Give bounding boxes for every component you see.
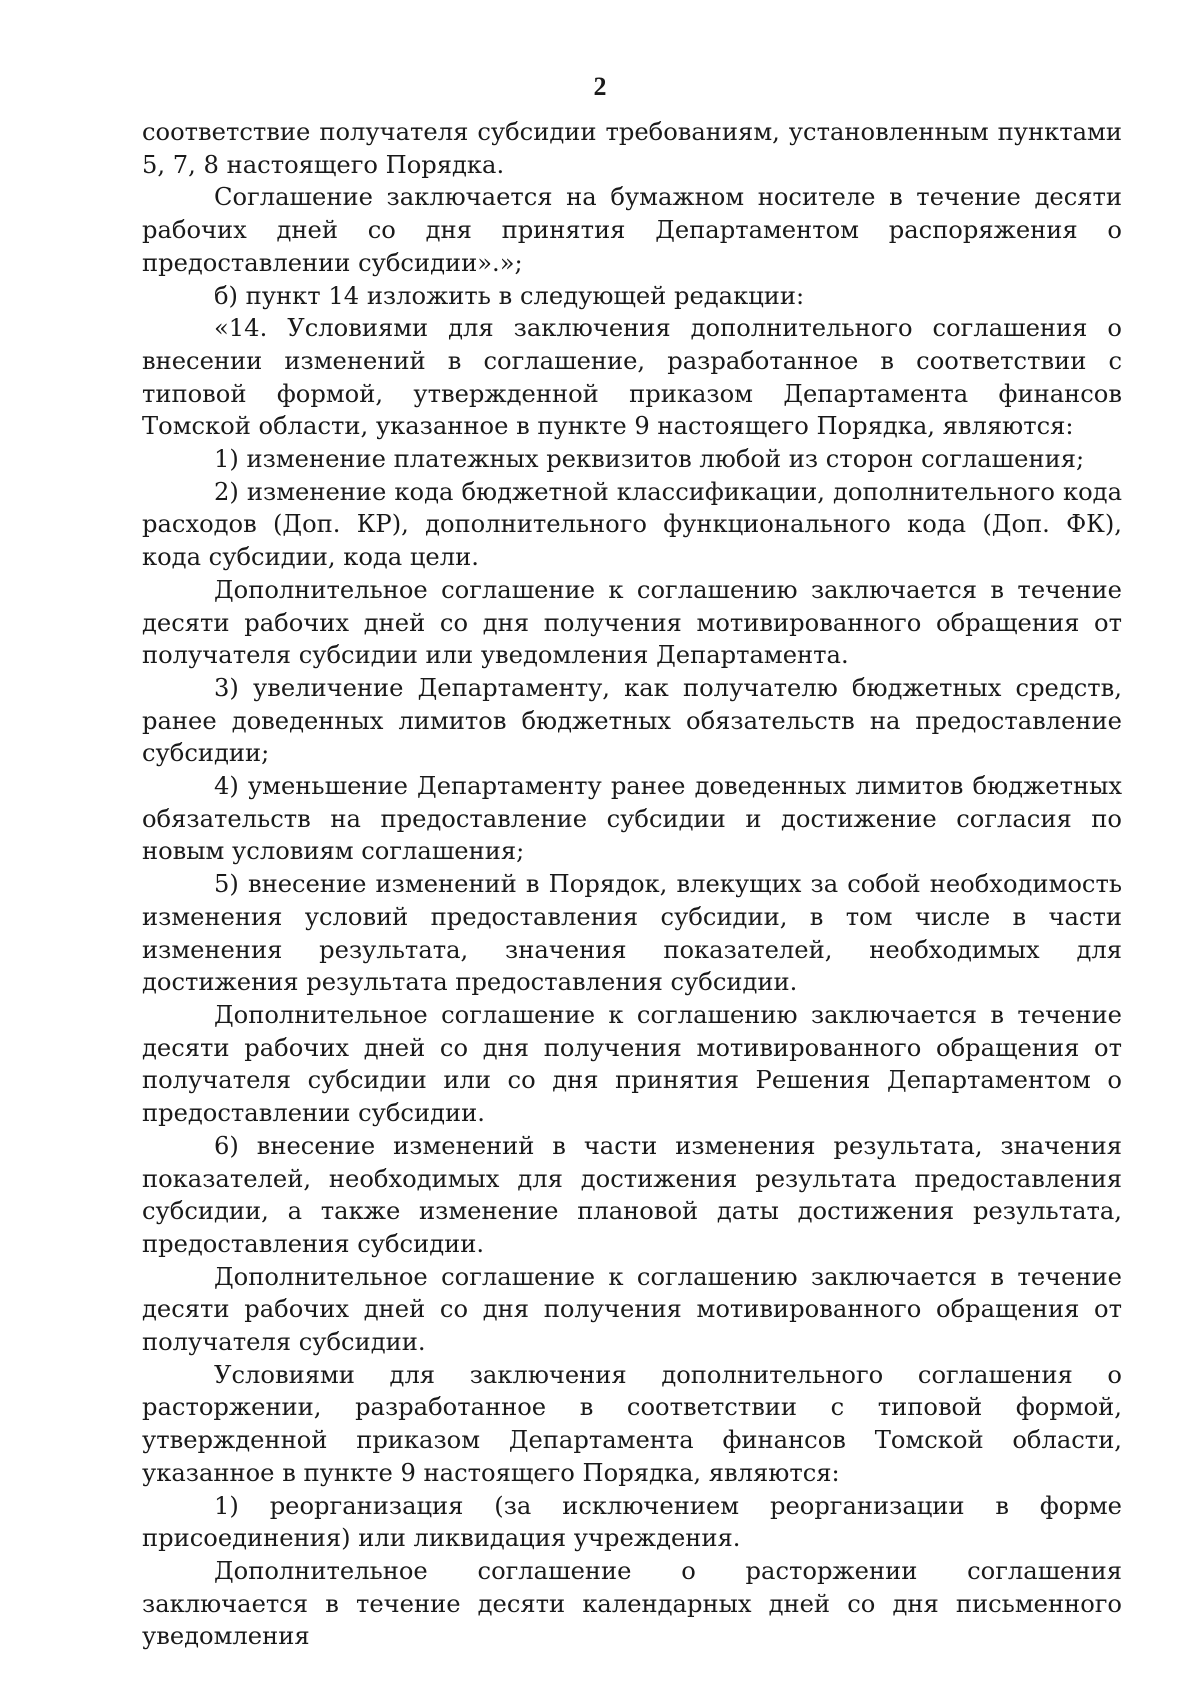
paragraph-10: 5) внесение изменений в Порядок, влекущих за собой необходимость изменения условий предоставления субсидии, в том числе в части изменения результата, значения показателей, необходимых для достижения результата предоставления субсидии. <box>142 870 1122 997</box>
document-body <box>142 116 1122 1653</box>
paragraph-7: Дополнительное соглашение к соглашению заключается в течение десяти рабочих дней со дня получения мотивированного обращения от получателя субсидии или уведомления Департамента. <box>142 575 1122 670</box>
paragraph-14: Условиями для заключения дополнительного соглашения о расторжении, разработанное в соответствии с типовой формой, утвержденной приказом Департамента финансов Томской области, указанное в пункте 9 настоящего Порядка, являются: <box>142 1360 1122 1487</box>
paragraph-11: Дополнительное соглашение к соглашению заключается в течение десяти рабочих дней со дня получения мотивированного обращения от получателя субсидии или со дня принятия Решения Департаментом о предоставлении субсидии. <box>142 1000 1122 1128</box>
paragraph-8: 3) увеличение Департаменту, как получателю бюджетных средств, ранее доведенных лимитов бюджетных обязательств на предоставление субсидии; <box>142 673 1122 768</box>
paragraph-3: б) пункт 14 изложить в следующей редакции: <box>214 281 805 310</box>
paragraph-2: Соглашение заключается на бумажном носителе в течение десяти рабочих дней со дня принятия Департаментом распоряжения о предоставлении субсидии».»; <box>142 183 1122 277</box>
paragraph-5: 1) изменение платежных реквизитов любой из сторон соглашения; <box>214 445 1085 474</box>
paragraph-4: «14. Условиями для заключения дополнительного соглашения о внесении изменений в соглашение, разработанное в соответствии с типовой формой, утвержденной приказом Департамента финансов Томской области, указанное в пункте 9 настоящего Порядка, являются: <box>142 314 1122 441</box>
paragraph-6: 2) изменение кода бюджетной классификации, дополнительного кода расходов (Доп. КР), дополнительного функционального кода (Доп. ФК), кода субсидии, кода цели. <box>142 477 1122 572</box>
paragraph-16: Дополнительное соглашение о расторжении соглашения заключается в течение десяти календарных дней со дня письменного уведомления <box>142 1556 1122 1651</box>
paragraph-9: 4) уменьшение Департаменту ранее доведенных лимитов бюджетных обязательств на предоставление субсидии и достижение согласия по новым условиям соглашения; <box>142 772 1122 866</box>
paragraph-13: Дополнительное соглашение к соглашению заключается в течение десяти рабочих дней со дня получения мотивированного обращения от получателя субсидии. <box>142 1262 1122 1357</box>
paragraph-15: 1) реорганизация (за исключением реорганизации в форме присоединения) или ликвидация учреждения. <box>142 1491 1122 1553</box>
paragraph-1: соответствие получателя субсидии требованиям, установленным пунктами 5, 7, 8 настоящего Порядка. <box>142 118 1122 179</box>
page-number: 2 <box>593 72 607 101</box>
paragraph-12: 6) внесение изменений в части изменения результата, значения показателей, необходимых для достижения результата предоставления субсидии, а также изменение плановой даты достижения результата, предоставления субсидии. <box>142 1131 1122 1258</box>
